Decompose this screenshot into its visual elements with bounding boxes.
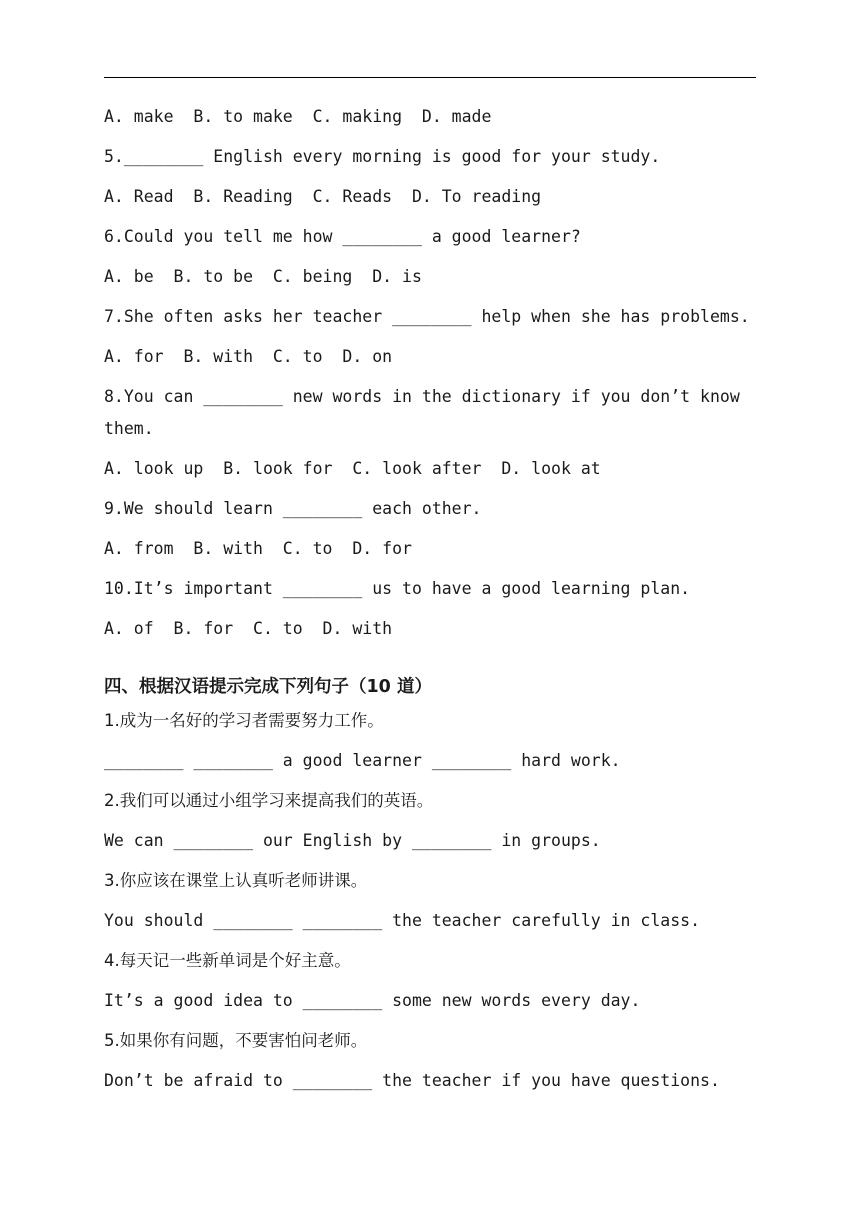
q8-options: A. look up B. look for C. look after D. look at: [104, 459, 601, 478]
s4-item3-chinese: 3.你应该在课堂上认真听老师讲课。: [104, 871, 368, 890]
s4-item4-english: It’s a good idea to ________ some new words every day.: [104, 991, 641, 1010]
q7-stem: 7.She often asks her teacher ________ help when she has problems.: [104, 307, 750, 326]
document-content: [104, 101, 760, 1105]
q6-options: A. be B. to be C. being D. is: [104, 267, 422, 286]
s4-item2-english: We can ________ our English by ________ in groups.: [104, 831, 601, 850]
header-rule: [104, 77, 756, 78]
q9-options: A. from B. with C. to D. for: [104, 539, 412, 558]
q6-stem: 6.Could you tell me how ________ a good learner?: [104, 227, 581, 246]
q8-stem-line2: them.: [104, 419, 154, 438]
q4-options: A. make B. to make C. making D. made: [104, 107, 492, 126]
q7-options: A. for B. with C. to D. on: [104, 347, 393, 366]
s4-item4-chinese: 4.每天记一些新单词是个好主意。: [104, 951, 351, 970]
q10-options: A. of B. for C. to D. with: [104, 619, 393, 638]
q5-stem: 5.________ English every morning is good for your study.: [104, 147, 661, 166]
s4-item2-chinese: 2.我们可以通过小组学习来提高我们的英语。: [104, 791, 434, 810]
s4-item5-chinese: 5.如果你有问题，不要害怕问老师。: [104, 1031, 368, 1050]
q9-stem: 9.We should learn ________ each other.: [104, 499, 482, 518]
q10-stem: 10.It’s important ________ us to have a good learning plan.: [104, 579, 691, 598]
s4-item3-english: You should ________ ________ the teacher carefully in class.: [104, 911, 701, 930]
s4-item1-english: ________ ________ a good learner ________ hard work.: [104, 751, 621, 770]
s4-item1-chinese: 1.成为一名好的学习者需要努力工作。: [104, 711, 384, 730]
q5-options: A. Read B. Reading C. Reads D. To reading: [104, 187, 542, 206]
section-4-title: 四、根据汉语提示完成下列句子（10 道）: [104, 677, 432, 697]
q8-stem-line1: 8.You can ________ new words in the dictionary if you don’t know: [104, 387, 740, 406]
s4-item5-english: Don’t be afraid to ________ the teacher if you have questions.: [104, 1071, 720, 1090]
